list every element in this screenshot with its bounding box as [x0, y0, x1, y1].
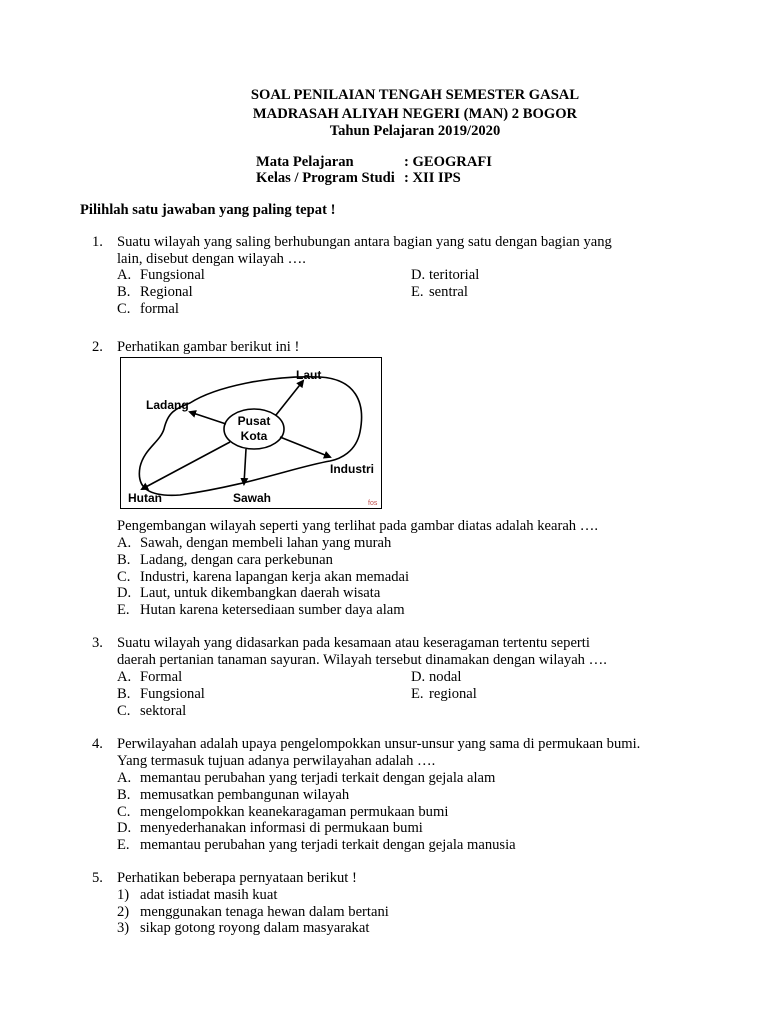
- question-text: Perwilayahan adalah upaya pengelompokkan unsur-unsur yang sama di permukaan bumi.: [117, 736, 641, 752]
- option-text: Ladang, dengan cara perkebunan: [140, 552, 333, 568]
- region-development-diagram: [120, 357, 382, 509]
- industri-label: Industri: [330, 462, 374, 476]
- option-text: Laut, untuk dikembangkan daerah wisata: [140, 585, 381, 601]
- option-letter: C.: [117, 301, 131, 317]
- statement-text: menggunakan tenaga hewan dalam bertani: [140, 904, 389, 920]
- laut-label: Laut: [296, 368, 322, 382]
- exam-title: SOAL PENILAIAN TENGAH SEMESTER GASAL: [250, 87, 580, 103]
- question-number: 2.: [92, 339, 103, 355]
- option-text: Industri, karena lapangan kerja akan memadai: [140, 569, 410, 585]
- academic-year: Tahun Pelajaran 2019/2020: [329, 123, 501, 139]
- option-text: Formal: [140, 669, 183, 685]
- subject-value: : GEOGRAFI: [404, 154, 492, 170]
- question-text: Yang termasuk tujuan adanya perwilayahan adalah ….: [117, 753, 436, 769]
- option-text: formal: [140, 301, 179, 317]
- question-text: Pengembangan wilayah seperti yang terlihat pada gambar diatas adalah kearah ….: [117, 518, 598, 534]
- option-text: memantau perubahan yang terjadi terkait dengan gejala alam: [140, 770, 496, 786]
- option-letter: D.: [411, 267, 426, 283]
- option-text: Fungsional: [140, 267, 205, 283]
- question-text: Suatu wilayah yang saling berhubungan antara bagian yang satu dengan bagian yang: [117, 234, 612, 250]
- statement-text: adat istiadat masih kuat: [140, 887, 278, 903]
- class-label: Kelas / Program Studi: [256, 170, 395, 186]
- option-letter: B.: [117, 686, 131, 702]
- option-letter: A.: [117, 770, 132, 786]
- option-letter: A.: [117, 669, 132, 685]
- statement-number: 1): [117, 887, 130, 903]
- option-letter: E.: [411, 686, 424, 702]
- question-text: lain, disebut dengan wilayah ….: [117, 251, 306, 267]
- option-letter: D.: [117, 585, 132, 601]
- subject-label: Mata Pelajaran: [256, 154, 354, 170]
- option-text: mengelompokkan keanekaragaman permukaan bumi: [140, 804, 449, 820]
- option-text: Fungsional: [140, 686, 205, 702]
- option-letter: B.: [117, 787, 131, 803]
- ladang-label: Ladang: [146, 398, 189, 412]
- statement-number: 2): [117, 904, 130, 920]
- option-text: regional: [429, 686, 477, 702]
- option-text: sentral: [429, 284, 468, 300]
- option-text: sektoral: [140, 703, 187, 719]
- hutan-label: Hutan: [128, 491, 162, 505]
- question-number: 5.: [92, 870, 103, 886]
- option-letter: C.: [117, 703, 131, 719]
- option-text: memantau perubahan yang terjadi terkait dengan gejala manusia: [140, 837, 516, 853]
- option-text: Regional: [140, 284, 193, 300]
- statement-text: sikap gotong royong dalam masyarakat: [140, 920, 370, 936]
- option-text: memusatkan pembangunan wilayah: [140, 787, 350, 803]
- class-value: : XII IPS: [404, 170, 461, 186]
- option-letter: A.: [117, 267, 132, 283]
- school-name: MADRASAH ALIYAH NEGERI (MAN) 2 BOGOR: [252, 106, 578, 122]
- option-letter: B.: [117, 284, 131, 300]
- option-text: nodal: [429, 669, 462, 685]
- kota-label: Kota: [240, 429, 268, 443]
- statement-number: 3): [117, 920, 130, 936]
- instruction: Pilihlah satu jawaban yang paling tepat !: [80, 202, 336, 218]
- option-letter: C.: [117, 569, 131, 585]
- option-letter: E.: [117, 837, 130, 853]
- source-mark: fos: [368, 500, 378, 507]
- question-number: 3.: [92, 635, 103, 651]
- option-letter: E.: [411, 284, 424, 300]
- question-number: 4.: [92, 736, 103, 752]
- sawah-label: Sawah: [233, 491, 272, 505]
- option-text: menyederhanakan informasi di permukaan bumi: [140, 820, 423, 836]
- option-letter: A.: [117, 535, 132, 551]
- option-letter: D.: [411, 669, 426, 685]
- question-text: Perhatikan beberapa pernyataan berikut !: [117, 870, 357, 886]
- question-text: Suatu wilayah yang didasarkan pada kesamaan atau keseragaman tertentu seperti: [117, 635, 590, 651]
- option-text: teritorial: [429, 267, 480, 283]
- option-letter: E.: [117, 602, 130, 618]
- option-text: Hutan karena ketersediaan sumber daya alam: [140, 602, 405, 618]
- question-number: 1.: [92, 234, 103, 250]
- option-letter: B.: [117, 552, 131, 568]
- question-text: daerah pertanian tanaman sayuran. Wilayah tersebut dinamakan dengan wilayah ….: [117, 652, 607, 668]
- option-letter: D.: [117, 820, 132, 836]
- option-text: Sawah, dengan membeli lahan yang murah: [140, 535, 392, 551]
- pusat-label: Pusat: [237, 414, 271, 428]
- question-text: Perhatikan gambar berikut ini !: [117, 339, 300, 355]
- option-letter: C.: [117, 804, 131, 820]
